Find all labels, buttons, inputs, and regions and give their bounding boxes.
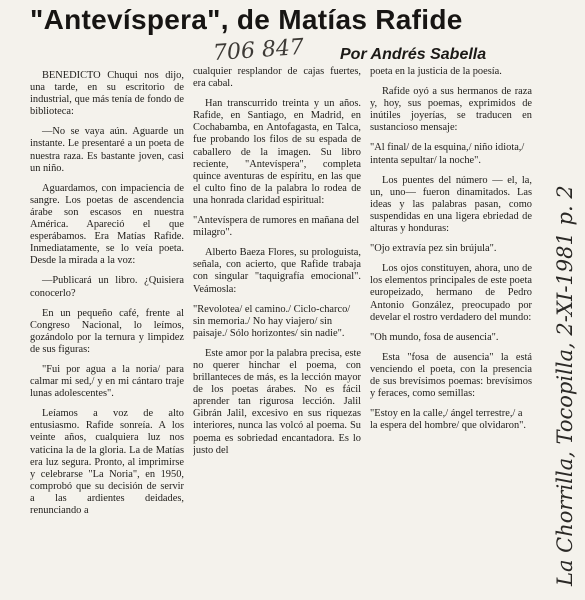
paragraph: —No se vaya aún. Aguarde un instante. Le presentaré a un poeta de nuestra raza. Es bastante joven, casi un niño. [30, 126, 184, 174]
handwritten-side-annotation: La Chorrilla, Tocopilla, 2-XI-1981 p. 2 [553, 185, 577, 586]
paragraph: Este amor por la palabra precisa, este no querer hinchar el poema, con brillanteces de más, es la lección mayor de los poetas árabes. No es fácil aprender tan rigurosa lección. Jalil Gibrán Jalil, excesivo en sus riquezas interiores, nunca las volcó al poema. Su poema es sobriedad encantadora. Es lo justo del [193, 347, 361, 456]
byline: Por Andrés Sabella [340, 46, 487, 63]
paragraph: En un pequeño café, frente al Congreso Nacional, lo leímos, gozándolo por la ternura y limpidez de sus figuras: [30, 307, 184, 355]
quote: "Estoy en la calle,/ ángel terrestre,/ a la espera del hombre/ que olvidaron". [370, 408, 527, 432]
paragraph: Han transcurrido treinta y un años. Rafide, en Santiago, en Madrid, en Cochabamba, en Antofagasta, en Talca, fue probando los filos de su espada de caballero de la imagen. Su libro reciente, "Antevíspera", completa quince aventuras de espíritu, en las que el culto fino de la palabra lo rodea de una honrada claridad espiritual: [193, 98, 361, 206]
paragraph: Rafide oyó a sus hermanos de raza y, hoy, sus poemas, exprimidos de inútiles joyerías, se traducen en sustancioso mensaje: [370, 86, 532, 134]
quote: "Oh mundo, fosa de ausencia". [370, 331, 499, 343]
quote: "Al final/ de la esquina,/ niño idiota,/ intenta sepultar/ la noche". [370, 142, 525, 166]
paragraph: cualquier resplandor de cajas fuertes, era cabal. [193, 66, 361, 90]
column-3 [370, 66, 532, 594]
lead-word: BENEDICTO [42, 70, 101, 81]
quote: "Antevíspera de rumores en mañana del milagro". [193, 215, 360, 239]
paragraph: —Publicará un libro. ¿Quisiera conocerlo? [30, 275, 184, 299]
headline: "Antevíspera", de Matías Rafide [30, 4, 463, 35]
paragraph: Los puentes del número — el, la, un, uno— fueron dinamitados. Las ideas y las palabras pasan, como suspendidas en una ligera ebriedad de alturas y honduras: [370, 174, 532, 235]
paragraph-rest: Chuqui nos dijo, una tarde, en su escritorio de industrial, que más tenía de fondo de biblioteca: [30, 70, 184, 118]
column-2 [193, 66, 361, 594]
paragraph: Esta "fosa de ausencia" la está venciendo el poeta, con la presencia de sus brevísimos poemas: brevísimos y feraces, como semillas: [370, 351, 532, 400]
paragraph: Los ojos constituyen, ahora, uno de los elementos principales de este poeta europeizado, hermano de Pedro Antonio González, preocupado por develar el rostro verdadero del mundo: [370, 263, 532, 323]
paragraph: Leíamos a voz de alto entusiasmo. Rafide sonreía. A los veinte años, cualquiera luz nos vaticina la de la gloria. La de Matías era luz segura. Pronto, al imprimirse y celebrarse "La Noria", en 1950, comprobó que su decisión de servir a las ardientes deidades, renunciando a [30, 408, 184, 516]
quote: "Fui por agua a la noria/ para calmar mi sed,/ y en mi cántaro traje lunas adolescentes". [30, 363, 184, 400]
paragraph [30, 70, 184, 118]
paragraph: Alberto Baeza Flores, su prologuista, señala, con acierto, que Rafide trabaja con singular "taquigrafía emocional". Veámosla: [193, 247, 361, 295]
column-1 [30, 70, 184, 598]
quote: "Revolotea/ el camino./ Ciclo-charco/ sin memoria./ No hay viajero/ sin paisaje./ Sólo horizontes/ sin nadie". [193, 303, 351, 339]
handwritten-note: 706 847 [212, 34, 305, 67]
paragraph: poeta en la justicia de la poesía. [370, 66, 502, 77]
paragraph: Aguardamos, con impaciencia de sangre. Los poetas de ascendencia árabe son escasos en nuestra América. Apareció el que esperábamos. Era Matías Rafide. Inmediatamente, se lo veía poeta. Desde la mirada a la voz: [30, 182, 184, 267]
quote: "Ojo extravía pez sin brújula". [370, 243, 497, 255]
